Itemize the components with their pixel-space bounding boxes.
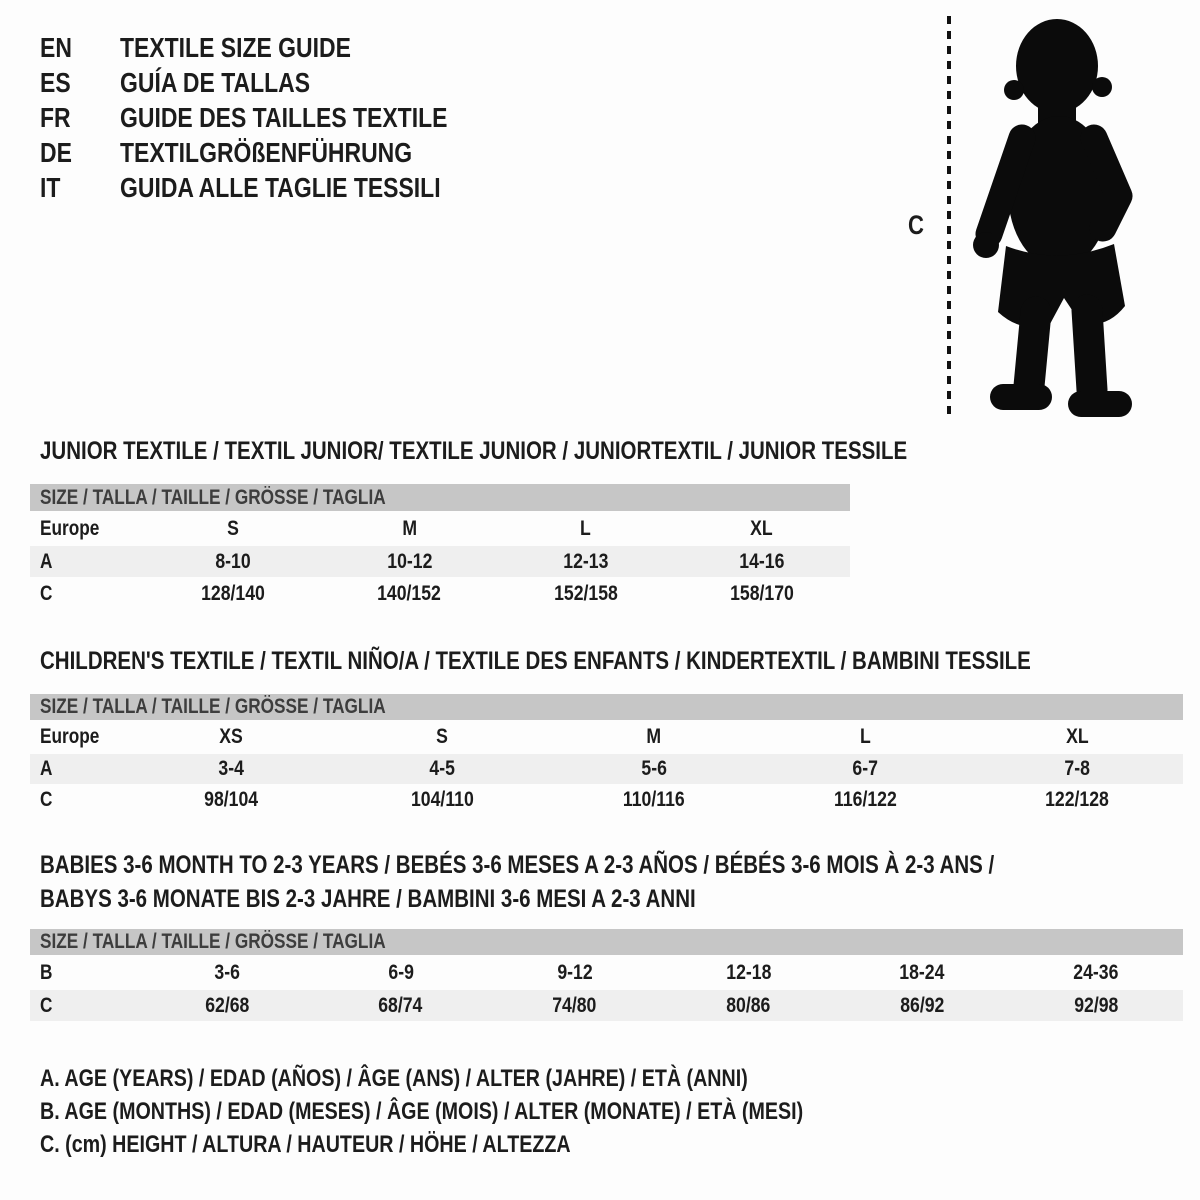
value-cell: 110/116 [623,788,685,811]
value-cell: 140/152 [377,581,442,605]
size-cell: XL [750,516,774,540]
row-label: C [40,993,53,1017]
value-cell: 158/170 [729,581,794,605]
legend-line-c: C. (cm) HEIGHT / ALTURA / HAUTEUR / HÖHE / ALTEZZA [40,1130,571,1158]
age-months-row [30,955,1183,990]
value-cell: 12-13 [563,549,609,573]
size-cell: S [227,516,240,540]
value-cell: 3-6 [214,960,240,984]
age-years-row [30,546,850,577]
language-title: GUIDE DES TAILLES TEXTILE [120,101,448,133]
row-label: C [40,788,53,811]
region-size-row [30,720,1183,754]
value-cell: 104/110 [410,788,474,811]
value-cell: 92/98 [1073,993,1119,1017]
height-cm-row [30,577,850,610]
size-cell: L [580,516,592,540]
value-cell: 14-16 [739,549,785,573]
language-code: DE [40,136,72,168]
value-cell: 24-36 [1073,960,1119,984]
size-cell: S [436,725,449,748]
age-years-row [30,754,1183,784]
babies-size-table [30,929,1183,1021]
value-cell: 98/104 [203,788,258,811]
value-cell: 152/158 [553,581,618,605]
language-title: TEXTILGRÖßENFÜHRUNG [120,136,413,168]
value-cell: 80/86 [726,993,771,1017]
value-cell: 3-4 [218,757,244,780]
language-code: FR [40,101,71,133]
language-row-fr [40,100,519,135]
legend-line-b: B. AGE (MONTHS) / EDAD (MESES) / ÂGE (MOIS) / ALTER (MONATE) / ETÀ (MESI) [40,1097,804,1125]
junior-section-heading: JUNIOR TEXTILE / TEXTIL JUNIOR/ TEXTILE JUNIOR / JUNIORTEXTIL / JUNIOR TESSILE [40,437,908,465]
size-cell: XS [219,725,243,748]
size-header-bar: SIZE / TALLA / TAILLE / GRÖSSE / TAGLIA [30,484,850,511]
value-cell: 12-18 [725,960,771,984]
value-cell: 18-24 [899,960,945,984]
size-cell: M [646,725,662,748]
junior-size-table [30,484,850,610]
size-header-bar: SIZE / TALLA / TAILLE / GRÖSSE / TAGLIA [30,694,1183,720]
babies-section-heading: BABIES 3-6 MONTH TO 2-3 YEARS / BEBÉS 3-6 MESES A 2-3 AÑOS / BÉBÉS 3-6 MOIS À 2-3 ANS / BABYS 3-6 MONATE BIS 2-3 JAHRE / BAMBINI 3-6 MESI A 2-3 ANNI [40,851,995,913]
value-cell: 62/68 [204,993,249,1017]
size-cell: M [402,516,417,540]
toddler-silhouette-icon [960,14,1150,418]
value-cell: 86/92 [900,993,945,1017]
value-cell: 128/140 [201,581,266,605]
row-label: Europe [40,725,100,748]
language-title-list [40,30,519,205]
value-cell: 7-8 [1064,757,1090,780]
language-title: GUÍA DE TALLAS [120,66,311,98]
row-label: A [40,757,53,780]
children-size-table [30,694,1183,816]
size-header-bar: SIZE / TALLA / TAILLE / GRÖSSE / TAGLIA [30,929,1183,955]
value-cell: 68/74 [378,993,423,1017]
value-cell: 8-10 [215,549,251,573]
language-code: ES [40,66,71,98]
value-cell: 74/80 [552,993,597,1017]
value-cell: 6-7 [852,757,879,780]
value-cell: 6-9 [387,960,414,984]
value-cell: 4-5 [429,757,456,780]
region-size-row [30,511,850,546]
height-cm-row [30,990,1183,1021]
language-code: EN [40,31,72,63]
height-measure-line [946,16,952,416]
row-label: B [40,960,53,984]
value-cell: 5-6 [641,757,667,780]
language-row-de [40,135,519,170]
language-title: GUIDA ALLE TAGLIE TESSILI [120,171,441,203]
language-title: TEXTILE SIZE GUIDE [120,31,351,63]
language-row-en [40,30,519,65]
measurement-legend [40,1062,971,1161]
language-row-it [40,170,519,205]
size-cell: XL [1065,725,1089,748]
legend-line-a: A. AGE (YEARS) / EDAD (AÑOS) / ÂGE (ANS) / ALTER (JAHRE) / ETÀ (ANNI) [40,1064,748,1092]
row-label: C [40,581,53,605]
height-label: C [908,210,924,240]
value-cell: 10-12 [386,549,432,573]
height-cm-row [30,784,1183,816]
row-label: Europe [40,516,100,540]
row-label: A [40,549,53,573]
value-cell: 116/122 [834,788,897,811]
size-cell: L [860,725,871,748]
children-section-heading: CHILDREN'S TEXTILE / TEXTIL NIÑO/A / TEXTILE DES ENFANTS / KINDERTEXTIL / BAMBINI TESSILE [40,647,1031,675]
value-cell: 9-12 [556,960,593,984]
language-row-es [40,65,519,100]
language-code: IT [40,171,61,203]
value-cell: 122/128 [1045,788,1110,811]
